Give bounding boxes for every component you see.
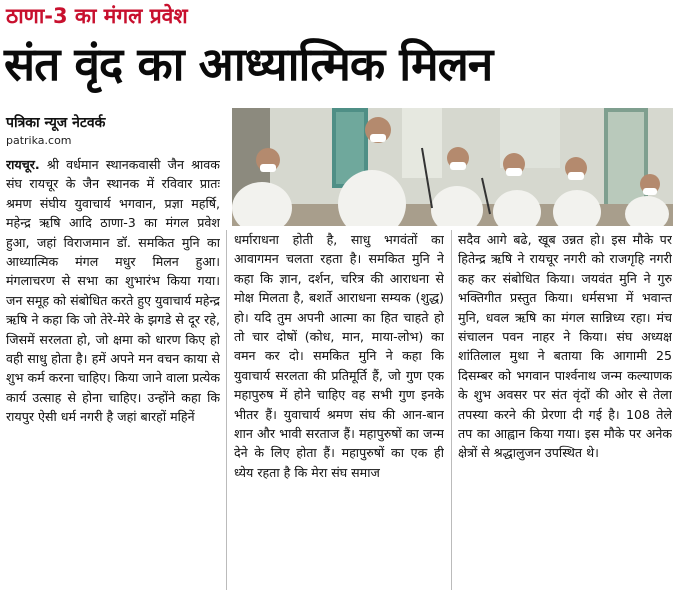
kicker: ठाणा-3 का मंगल प्रवेश <box>6 4 188 28</box>
photo-illustration <box>232 108 673 226</box>
dateline-place: रायचूर. <box>6 157 40 172</box>
byline: पत्रिका न्यूज नेटवर्क <box>6 115 106 131</box>
news-photo <box>232 108 673 226</box>
article-text-1: श्री वर्धमान स्थानकवासी जैन श्रावक संघ रायचूर के जैन स्थानक में रविवार प्रातः श्रमण संघीय युवाचार्य भगवान, प्रज्ञा महर्षि, महेन्द्र ऋषि आदि ठाणा-3 का मंगल प्रवेश हुआ, जहां विराजमान डॉ. समकित मुनि का आध्यात्मिक मंगल मधुर मिलन हुआ। मंगलाचरण से सभा का शुभारंभ किया गया। जन समूह को संबोधित करते हुए युवाचार्य महेन्द्र ऋषि ने कहा कि जो तेरे-मेरे के झगडे से दूर रहे, जिसमें सरलता हो, जो क्षमा को धारण किए हो वही साधु होता है। हमें अपने मन वचन काया से शुभ कर्म करना चाहिए। किया जाने वाला प्रत्येक कार्य उत्साह से होना चाहिए। उन्होंने कहा कि रायपुर ऐसी धर्म नगरी है जहां बारहों महिनें <box>6 157 220 425</box>
column-divider <box>451 230 452 590</box>
article-column-2: धर्माराधना होती है, साधु भगवंतों का आवागमन चलता रहता है। समकित मुनि ने कहा कि ज्ञान, दर्शन, चरित्र की आराधना से मोक्ष मिलता है, बशर्ते आराधना सम्यक (शुद्ध) हो। यदि तुम अपनी आत्मा का हित चाहते हो तो चार दोषों (कोध, मान, माया-लोभ) का वमन कर दो। समकित मुनि ने कहा कि युवाचार्य सरलता की प्रतिमूर्ति हैं, जो गुण एक महापुरुष में होने चाहिए वह सभी गुण इनके भीतर हैं। युवाचार्य श्रमण संघ की आन-बान शान और भावी सरताज हैं। महापुरुषों का जन्म देने के लिए होता हैं। महापुरुषों का एक ही ध्येय रहता है कि मेरा संघ समाज <box>234 232 444 480</box>
article-column-3: सदैव आगे बढे, खूब उन्नत हो। इस मौके पर हितेन्द्र ऋषि ने रायचूर नगरी को राजगृहि नगरी कह कर संबोधित किया। जयवंत मुनि ने गुरु भक्तिगीत प्रस्तुत किया। धर्मसभा में भवान्त मुनि, धवल ऋषि का मंगल सान्निध्य रहा। मंच संचालन पवन नाहर ने किया। संघ अध्यक्ष शांतिलाल मुथा ने बताया कि आगामी 25 दिसम्बर को भगवान पार्श्वनाथ जन्म कल्याणक के शुभ अवसर पर संत वृंदों की ओर से तेला तपस्या करने की प्रेरणा दी गई है। 108 तेले तप का आह्वान किया गया। इस मौके पर अनेक क्षेत्रों से श्रद्धालुजन उपस्थित थे। <box>458 232 672 461</box>
column-divider <box>226 230 227 590</box>
article-column-1 <box>6 155 220 593</box>
headline: संत वृंद का आध्यात्मिक मिलन <box>4 37 493 91</box>
site-name: patrika.com <box>6 134 72 147</box>
